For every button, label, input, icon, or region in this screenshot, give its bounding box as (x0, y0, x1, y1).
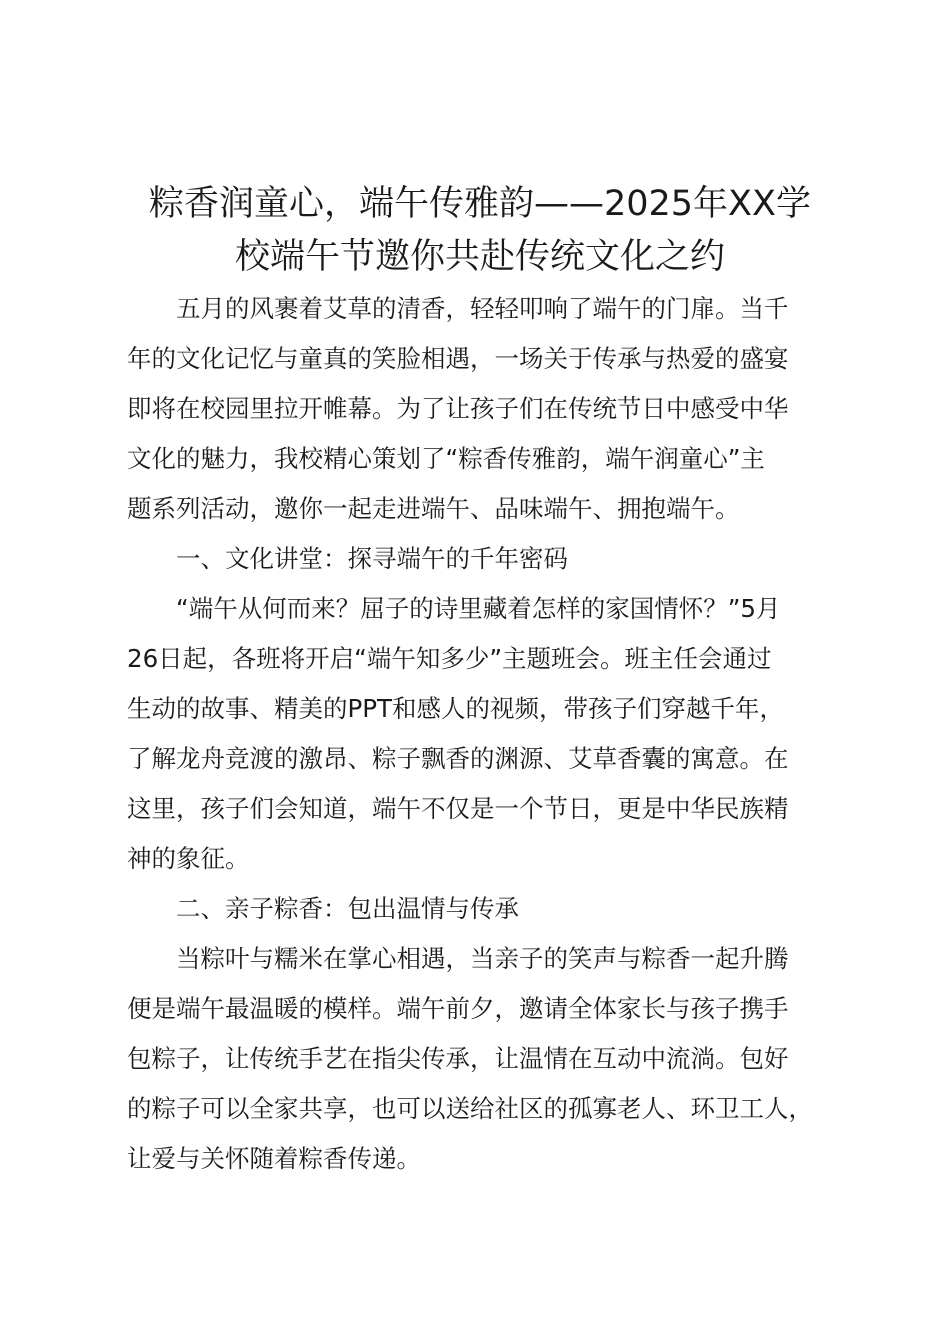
title-line: 粽香润童心，端午传雅韵——2025年XX学 (148, 184, 812, 224)
section-heading-culture-lecture: 一、文化讲堂：探寻端午的千年密码 (176, 544, 568, 573)
text-line: 让爱与关怀随着粽香传递。 (127, 1144, 421, 1173)
text-line: 当粽叶与糯米在掌心相遇，当亲子的笑声与粽香一起升腾 (176, 944, 789, 973)
intro-paragraph (127, 284, 833, 534)
section-heading-family-zongzi: 二、亲子粽香：包出温情与传承 (176, 894, 519, 923)
text-line: 包粽子，让传统手艺在指尖传承，让温情在互动中流淌。包好 (127, 1044, 789, 1073)
text-line: 题系列活动，邀你一起走进端午、品味端午、拥抱端午。 (127, 494, 740, 523)
text-line: 了解龙舟竞渡的激昂、粽子飘香的渊源、艾草香囊的寓意。在 (127, 744, 789, 773)
title-line: 校端午节邀你共赴传统文化之约 (234, 237, 725, 277)
text-line: 生动的故事、精美的PPT和感人的视频，带孩子们穿越千年， (127, 694, 785, 723)
section1-paragraph (127, 584, 833, 884)
text-line: 这里，孩子们会知道，端午不仅是一个节日，更是中华民族精 (127, 794, 789, 823)
section2-paragraph (127, 934, 833, 1184)
text-line: “端午从何而来？屈子的诗里藏着怎样的家国情怀？”5月 (176, 594, 781, 623)
text-line: 26日起，各班将开启“端午知多少”主题班会。班主任会通过 (127, 644, 772, 673)
document-title (127, 178, 833, 284)
text-line: 的粽子可以全家共享，也可以送给社区的孤寡老人、环卫工人， (127, 1094, 813, 1123)
text-line: 便是端午最温暖的模样。端午前夕，邀请全体家长与孩子携手 (127, 994, 789, 1023)
text-line: 文化的魅力，我校精心策划了“粽香传雅韵，端午润童心”主 (127, 444, 765, 473)
text-line: 即将在校园里拉开帷幕。为了让孩子们在传统节日中感受中华 (127, 394, 789, 423)
text-line: 年的文化记忆与童真的笑脸相遇，一场关于传承与热爱的盛宴 (127, 344, 789, 373)
text-line: 五月的风裹着艾草的清香，轻轻叩响了端午的门扉。当千 (176, 294, 789, 323)
text-line: 神的象征。 (127, 844, 250, 873)
document-page (127, 178, 833, 1184)
